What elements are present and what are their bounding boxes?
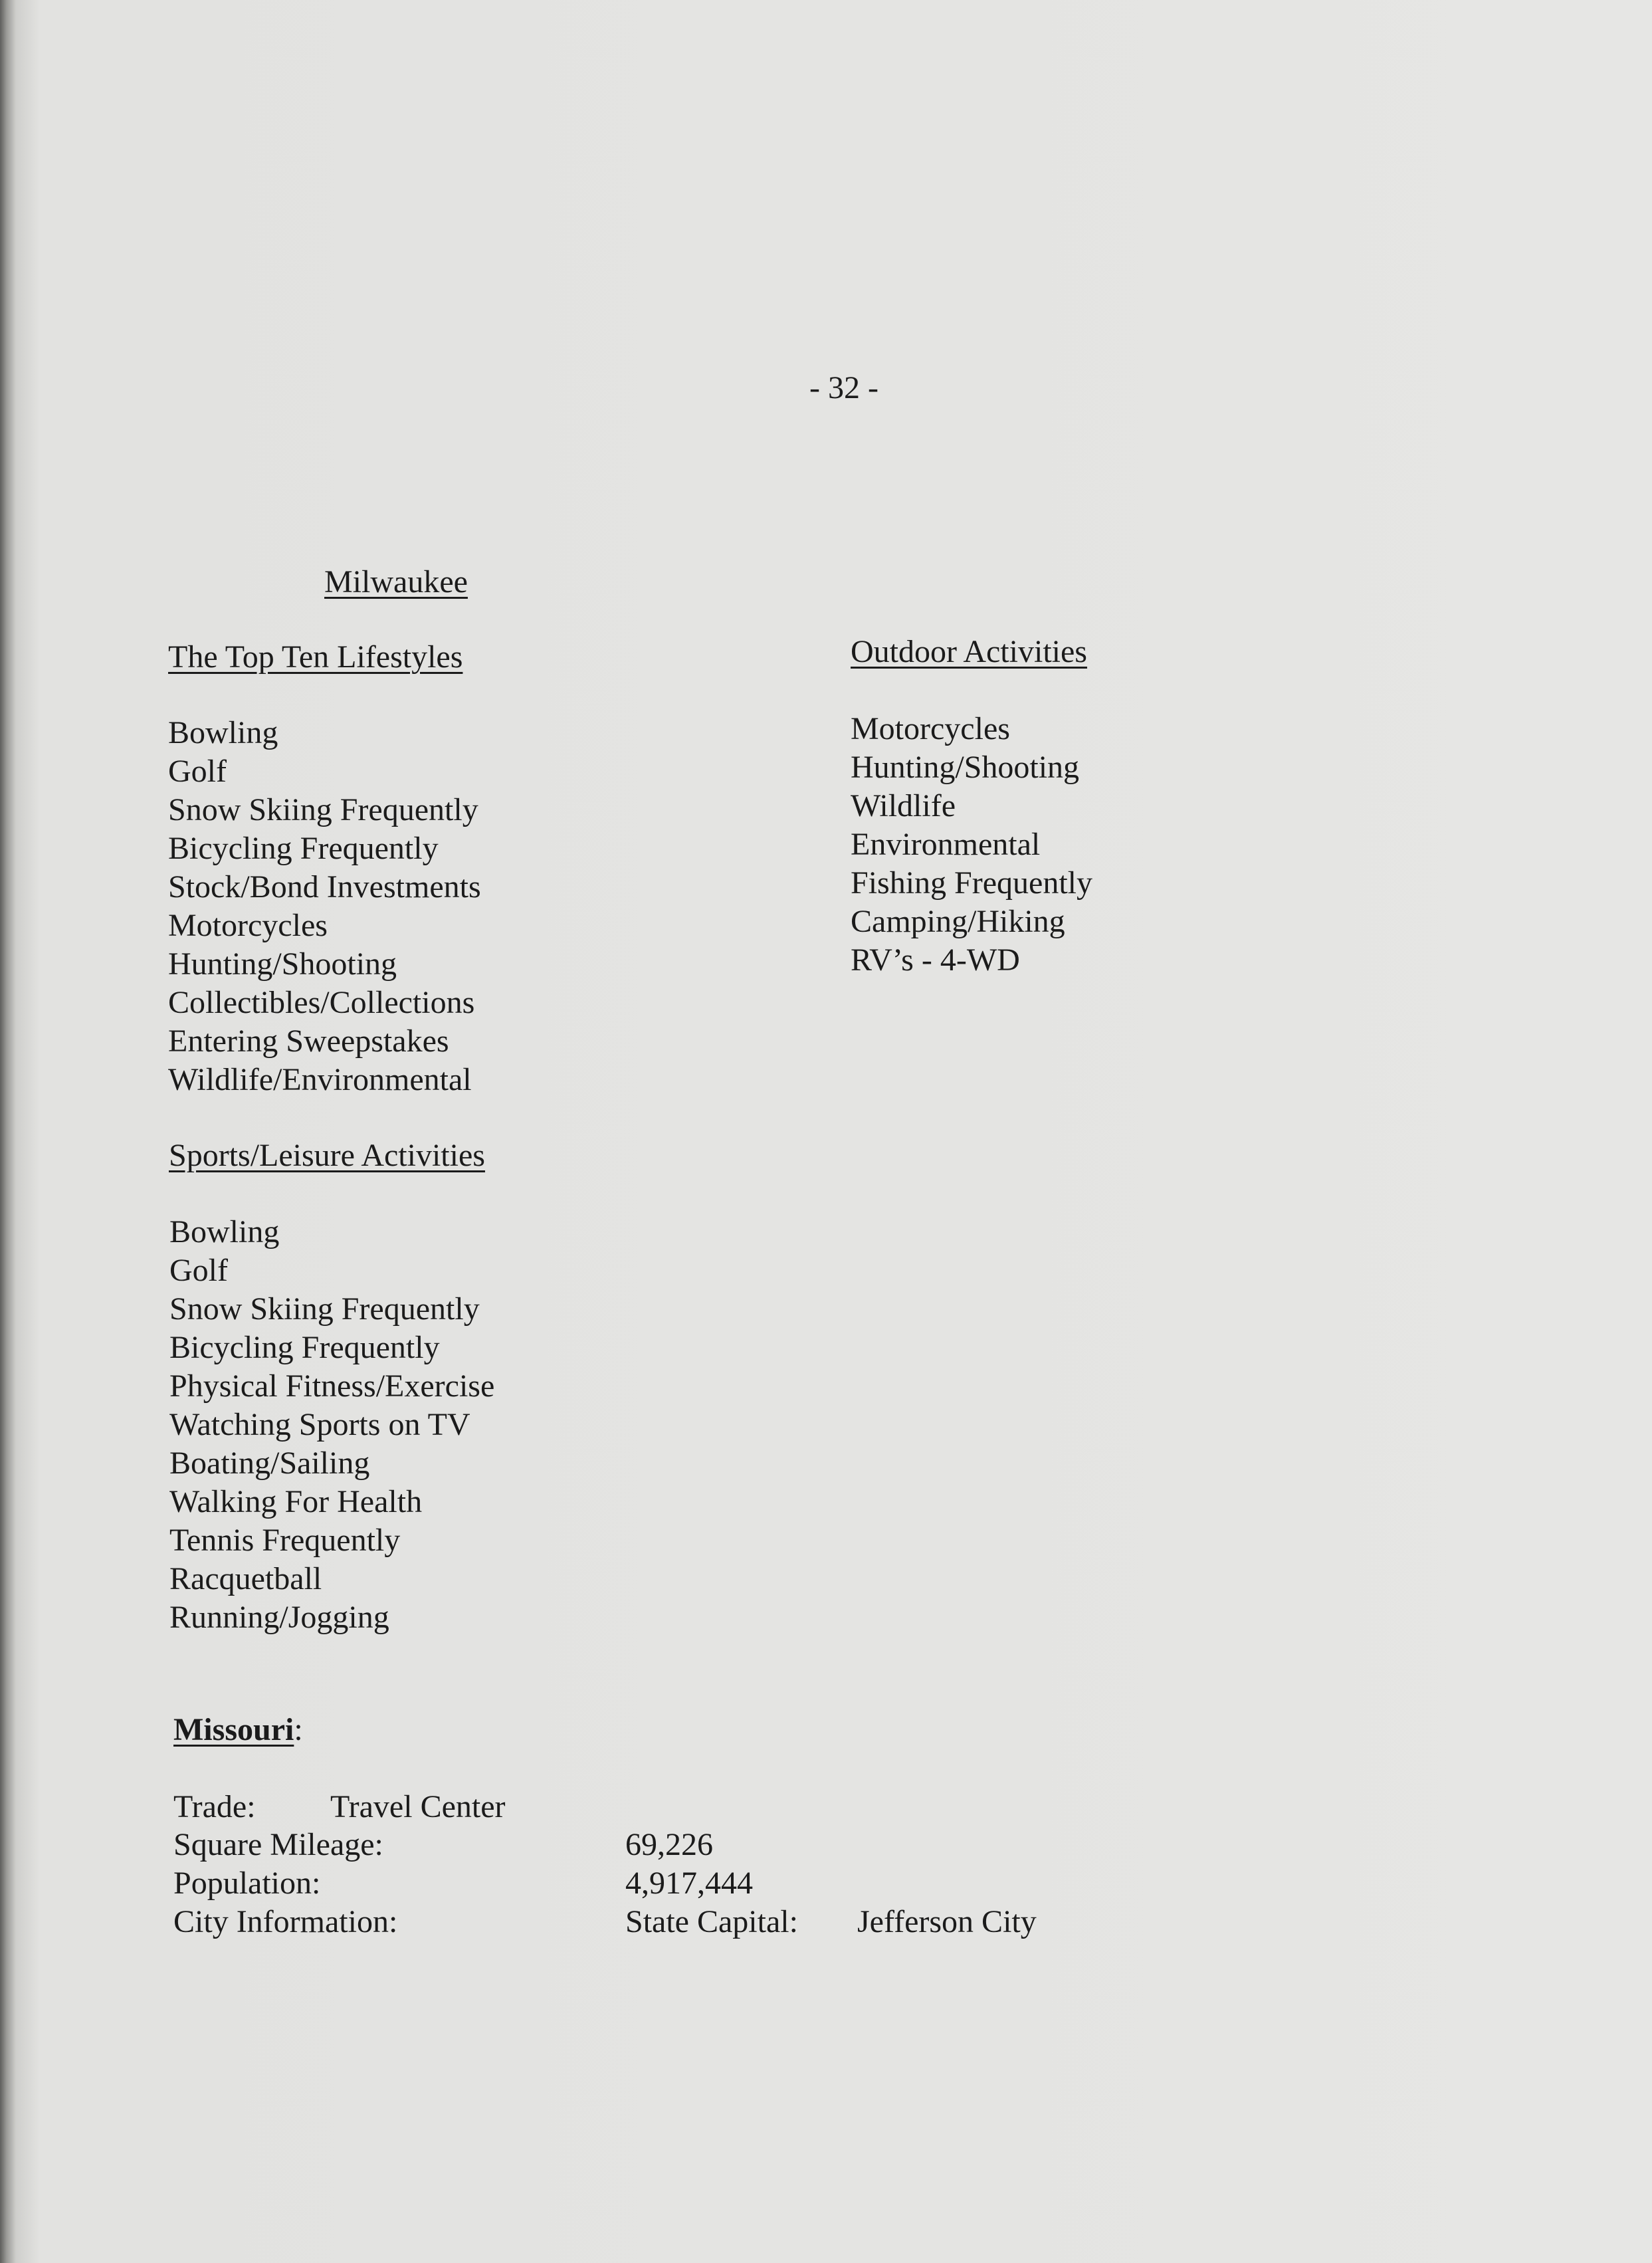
list-item: Wildlife/Environmental [168, 1062, 472, 1097]
list-item: Bowling [168, 715, 278, 750]
list-item: Bicycling Frequently [169, 1330, 440, 1365]
city-info-label: City Information: [173, 1904, 398, 1939]
state-capital-value: Jefferson City [857, 1904, 1037, 1939]
list-item: Entering Sweepstakes [168, 1024, 449, 1059]
population-label: Population: [173, 1866, 321, 1901]
missouri-heading [173, 1711, 303, 1749]
list-item: Snow Skiing Frequently [168, 792, 478, 827]
trade-row [173, 1788, 506, 1826]
list-item: Boating/Sailing [169, 1446, 370, 1481]
list-item: Camping/Hiking [851, 904, 1065, 939]
list-item: Bicycling Frequently [168, 831, 439, 866]
missouri-title: Missouri [173, 1712, 294, 1747]
list-item: RV’s - 4-WD [851, 942, 1020, 978]
trade-value: Travel Center [330, 1789, 506, 1824]
list-item: Running/Jogging [169, 1600, 389, 1635]
outdoor-list [851, 710, 1092, 980]
list-item: Watching Sports on TV [169, 1407, 470, 1442]
list-item: Hunting/Shooting [168, 946, 397, 982]
list-item: Fishing Frequently [851, 865, 1093, 901]
list-item: Wildlife [851, 788, 956, 823]
list-item: Environmental [851, 827, 1041, 862]
square-mileage-value: 69,226 [625, 1827, 713, 1862]
population-value: 4,917,444 [625, 1866, 753, 1901]
lifestyles-heading: The Top Ten Lifestyles [168, 639, 463, 675]
square-mileage-row [173, 1826, 383, 1864]
outdoor-heading: Outdoor Activities [851, 634, 1087, 669]
list-item: Tennis Frequently [169, 1523, 401, 1558]
list-item: Walking For Health [169, 1484, 423, 1519]
population-row [173, 1864, 320, 1903]
sports-heading: Sports/Leisure Activities [169, 1138, 485, 1173]
list-item: Racquetball [169, 1561, 322, 1596]
list-item: Motorcycles [168, 908, 328, 943]
list-item: Physical Fitness/Exercise [169, 1368, 495, 1404]
sports-list [169, 1213, 494, 1637]
list-item: Hunting/Shooting [851, 750, 1080, 785]
page-number: - 32 - [809, 370, 878, 405]
lifestyles-list [168, 714, 481, 1099]
list-item: Snow Skiing Frequently [169, 1291, 480, 1327]
list-item: Collectibles/Collections [168, 985, 475, 1020]
square-mileage-label: Square Mileage: [173, 1827, 383, 1862]
city-info-row [173, 1903, 397, 1941]
list-item: Bowling [169, 1214, 280, 1249]
missouri-colon: : [294, 1712, 303, 1747]
list-item: Stock/Bond Investments [168, 869, 481, 905]
list-item: Golf [168, 754, 227, 789]
trade-label: Trade: [173, 1789, 256, 1824]
list-item: Golf [169, 1253, 228, 1288]
list-item: Motorcycles [851, 711, 1010, 746]
city-heading: Milwaukee [324, 564, 468, 599]
state-capital-label: State Capital: [625, 1904, 798, 1939]
